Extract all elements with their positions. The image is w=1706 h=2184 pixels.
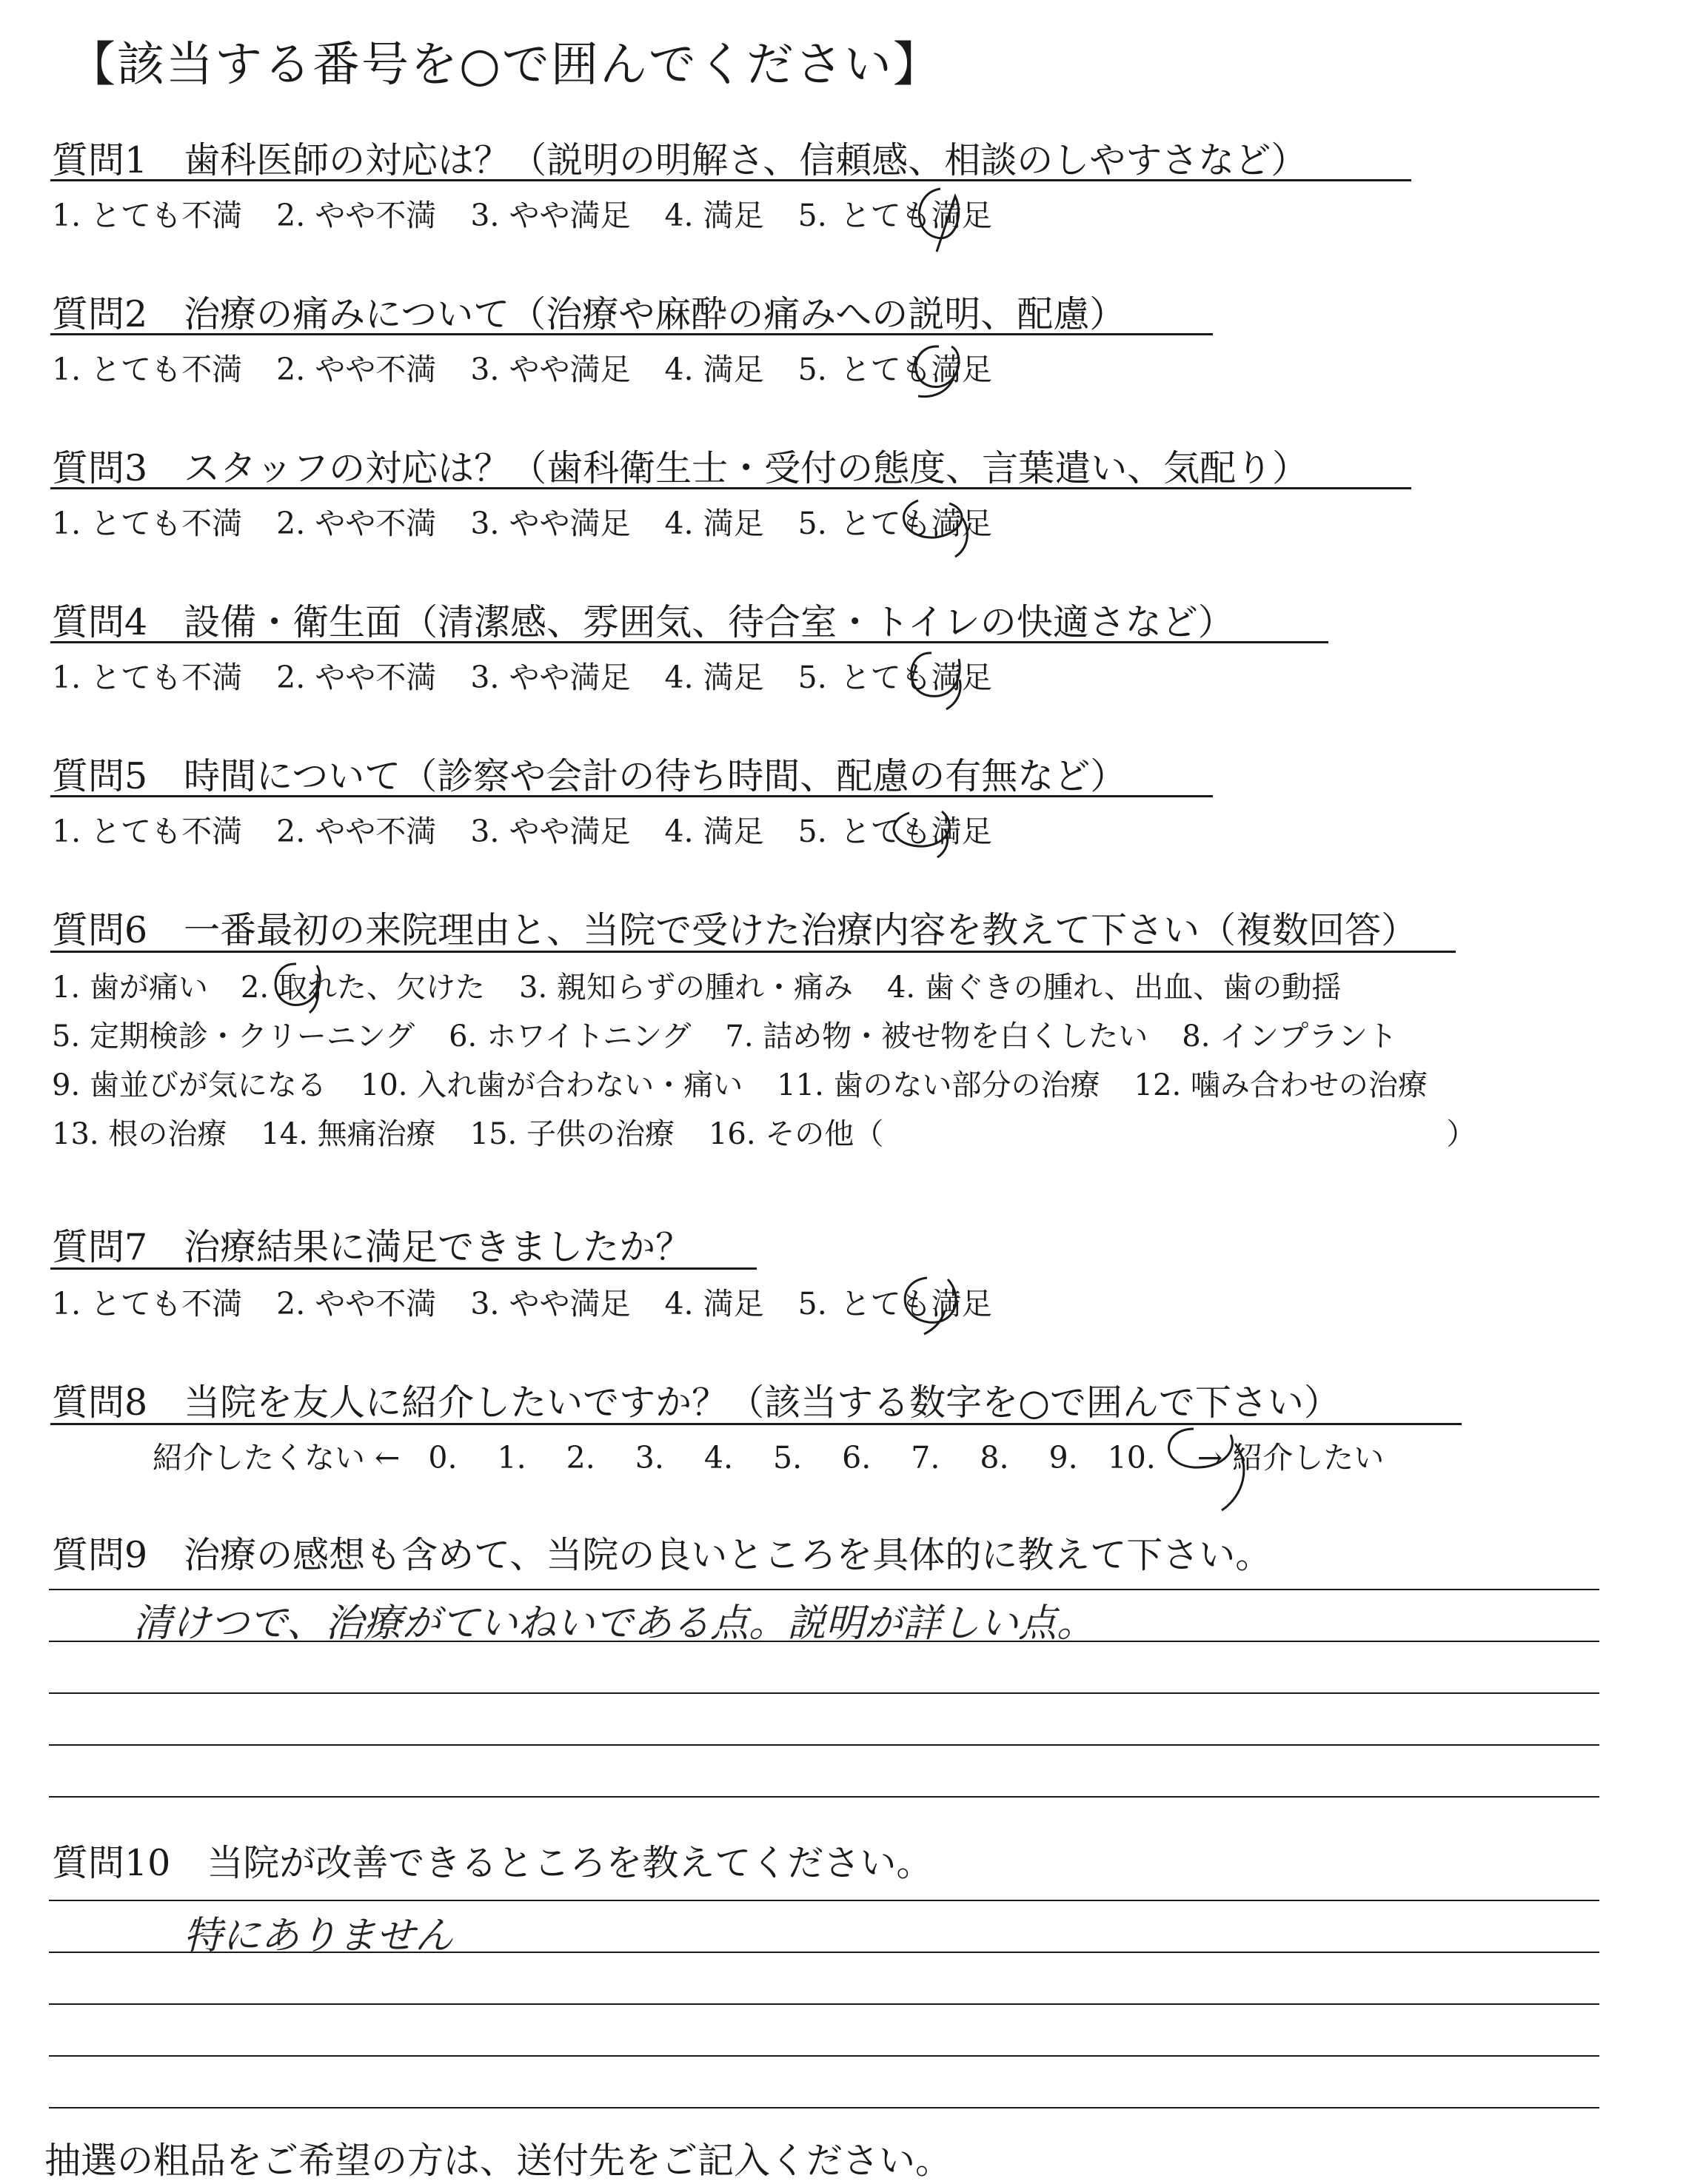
question-6-line-2	[52, 1013, 1397, 1055]
question-6-underline	[50, 951, 1456, 953]
reason-13[interactable]: 13. 根の治療	[52, 1117, 227, 1151]
option-1[interactable]: 1. とても不満	[52, 814, 243, 849]
option-2[interactable]: 2. やや不満	[276, 814, 437, 849]
reason-12[interactable]: 12. 噛み合わせの治療	[1134, 1068, 1428, 1102]
score-7[interactable]: 7.	[911, 1440, 940, 1475]
reason-2-label: 取れた、欠けた	[278, 971, 486, 1005]
question-7-underline	[50, 1267, 757, 1270]
score-10[interactable]: 10.	[1107, 1440, 1156, 1475]
option-3[interactable]: 3. やや満足	[470, 814, 631, 849]
option-5-label: とても満足	[840, 660, 992, 695]
reason-14[interactable]: 14. 無痛治療	[261, 1117, 436, 1151]
question-5: 質問5 時間について（診察や会計の待ち時間、配慮の有無など）	[52, 755, 1127, 797]
option-3[interactable]: 3. やや満足	[470, 352, 631, 387]
reason-11[interactable]: 11. 歯のない部分の治療	[777, 1068, 1100, 1102]
option-5-label: とても満足	[840, 352, 992, 387]
answer-line	[49, 1900, 1599, 1901]
option-3[interactable]: 3. やや満足	[470, 1286, 631, 1322]
option-3[interactable]: 3. やや満足	[470, 506, 631, 541]
answer-line	[49, 1641, 1599, 1642]
reason-9[interactable]: 9. 歯並びが気になる	[52, 1068, 327, 1102]
question-3-underline	[50, 487, 1411, 489]
question-9-answer[interactable]: 清けつで、治療がていねいである点。説明が詳しい点。	[133, 1601, 1095, 1646]
option-5-label: とても満足	[840, 198, 992, 233]
scale-left-label: 紹介したくない ←	[153, 1440, 401, 1475]
score-2[interactable]: 2.	[566, 1440, 595, 1475]
question-4-underline	[50, 641, 1328, 643]
reason-1[interactable]: 1. 歯が痛い	[52, 971, 208, 1005]
reason-16-close-paren: ）	[1446, 1117, 1476, 1151]
answer-line	[49, 2055, 1599, 2057]
question-4-options	[52, 653, 1026, 697]
score-3[interactable]: 3.	[635, 1440, 664, 1475]
score-4[interactable]: 4.	[703, 1440, 734, 1475]
reason-15[interactable]: 15. 子供の治療	[469, 1117, 675, 1151]
option-4[interactable]: 4. 満足	[664, 198, 764, 233]
question-8: 質問8 当院を友人に紹介したいですか？（該当する数字を○で囲んで下さい）	[52, 1381, 1340, 1424]
option-5-label: とても満足	[840, 506, 992, 541]
reason-7[interactable]: 7. 詰め物・被せ物を白くしたい	[725, 1019, 1148, 1054]
option-5-label: とても満足	[840, 814, 992, 849]
answer-line	[49, 1952, 1599, 1953]
option-5[interactable]: 5.	[797, 660, 827, 695]
question-7-options	[52, 1279, 1026, 1323]
option-2[interactable]: 2. やや不満	[276, 660, 437, 695]
question-10-answer[interactable]: 特にありません	[184, 1914, 454, 1958]
question-2-underline	[50, 333, 1213, 335]
answer-line	[49, 2003, 1599, 2005]
question-8-underline	[50, 1423, 1462, 1425]
option-4[interactable]: 4. 満足	[664, 1286, 764, 1322]
footer-note: 抽選の粗品をご希望の方は、送付先をご記入ください。	[44, 2140, 952, 2182]
option-5[interactable]: 5.	[797, 814, 827, 849]
page-title: 【該当する番号を○で囲んでください】	[68, 38, 942, 93]
option-1[interactable]: 1. とても不満	[52, 198, 243, 233]
option-1[interactable]: 1. とても不満	[52, 660, 243, 695]
score-0[interactable]: 0.	[428, 1440, 458, 1475]
question-6-line-1	[52, 964, 1341, 1006]
score-5[interactable]: 5.	[773, 1440, 803, 1475]
answer-line	[49, 1692, 1599, 1694]
score-8[interactable]: 8.	[980, 1440, 1009, 1475]
question-6-line-3	[52, 1062, 1428, 1104]
reason-3[interactable]: 3. 親知らずの腫れ・痛み	[519, 971, 853, 1005]
option-2[interactable]: 2. やや不満	[276, 352, 437, 387]
reason-8[interactable]: 8. インプラント	[1182, 1019, 1398, 1054]
question-10: 質問10 当院が改善できるところを教えてください。	[52, 1842, 933, 1884]
question-3: 質問3 スタッフの対応は？（歯科衛生士・受付の態度、言葉遣い、気配り）	[52, 447, 1309, 489]
reason-16[interactable]: 16. その他（	[708, 1117, 884, 1151]
score-1[interactable]: 1.	[497, 1440, 526, 1475]
score-9[interactable]: 9.	[1048, 1440, 1078, 1475]
answer-line	[49, 1744, 1599, 1746]
option-5-label: とても満足	[840, 1286, 992, 1322]
question-6: 質問6 一番最初の来院理由と、当院で受けた治療内容を教えて下さい（複数回答）	[52, 909, 1418, 951]
answer-line	[49, 1796, 1599, 1798]
question-2-options	[52, 345, 1026, 389]
option-4[interactable]: 4. 満足	[664, 352, 764, 387]
question-9: 質問9 治療の感想も含めて、当院の良いところを具体的に教えて下さい。	[52, 1534, 1272, 1576]
option-2[interactable]: 2. やや不満	[276, 506, 437, 541]
question-3-options	[52, 499, 1026, 543]
option-1[interactable]: 1. とても不満	[52, 506, 243, 541]
question-1: 質問1 歯科医師の対応は？（説明の明解さ、信頼感、相談のしやすさなど）	[52, 139, 1308, 181]
question-5-underline	[50, 795, 1213, 797]
option-3[interactable]: 3. やや満足	[470, 660, 631, 695]
question-7: 質問7 治療結果に満足できましたか？	[52, 1226, 692, 1268]
option-2[interactable]: 2. やや不満	[276, 1286, 437, 1322]
question-6-line-4	[52, 1111, 1476, 1153]
question-2: 質問2 治療の痛みについて（治療や麻酔の痛みへの説明、配慮）	[52, 293, 1126, 335]
option-1[interactable]: 1. とても不満	[52, 1286, 243, 1322]
option-3[interactable]: 3. やや満足	[470, 198, 631, 233]
question-8-scale	[153, 1433, 1418, 1477]
question-5-options	[52, 807, 1026, 851]
option-4[interactable]: 4. 満足	[664, 506, 764, 541]
reason-4[interactable]: 4. 歯ぐきの腫れ、出血、歯の動揺	[886, 971, 1342, 1005]
option-5[interactable]: 5.	[797, 506, 827, 541]
answer-line	[49, 1589, 1599, 1590]
scale-right-label: → 紹介したい	[1197, 1440, 1385, 1475]
question-1-options	[52, 191, 1026, 235]
option-4[interactable]: 4. 満足	[664, 814, 764, 849]
option-2[interactable]: 2. やや不満	[276, 198, 437, 233]
option-5[interactable]: 5.	[797, 1286, 827, 1322]
answer-line	[49, 2107, 1599, 2108]
reason-5[interactable]: 5. 定期検診・クリーニング	[52, 1019, 415, 1054]
score-6[interactable]: 6.	[842, 1440, 872, 1475]
option-4[interactable]: 4. 満足	[664, 660, 764, 695]
reason-6[interactable]: 6. ホワイトニング	[449, 1019, 692, 1054]
option-5[interactable]: 5.	[797, 352, 827, 387]
question-4: 質問4 設備・衛生面（清潔感、雰囲気、待合室・トイレの快適さなど）	[52, 601, 1234, 643]
question-1-underline	[50, 179, 1411, 181]
option-1[interactable]: 1. とても不満	[52, 352, 243, 387]
reason-10[interactable]: 10. 入れ歯が合わない・痛い	[360, 1068, 743, 1102]
option-5[interactable]: 5.	[797, 198, 827, 233]
reason-2[interactable]: 2.	[240, 971, 270, 1005]
